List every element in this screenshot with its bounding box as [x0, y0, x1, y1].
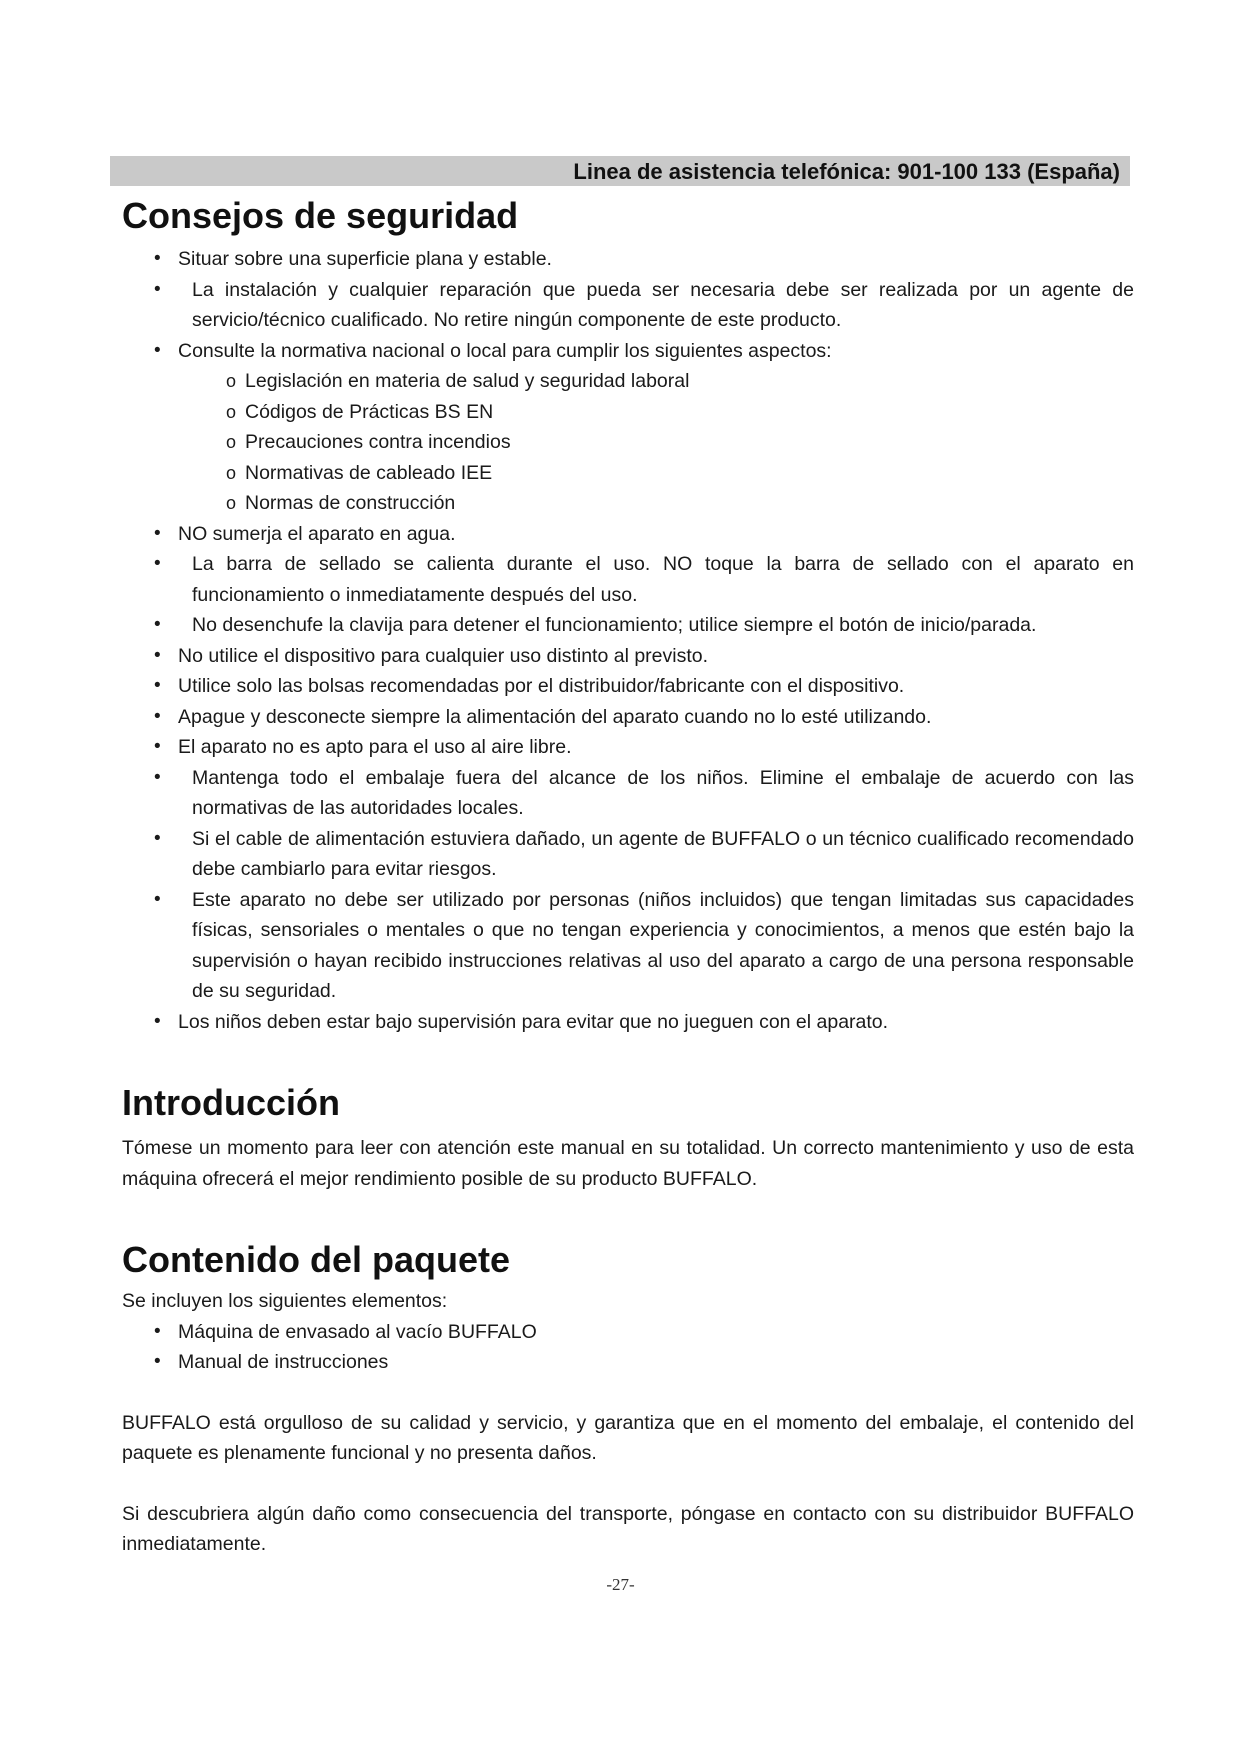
- page-content: [122, 194, 1134, 1560]
- list-item: [122, 610, 1134, 641]
- list-item-text: No utilice el dispositivo para cualquier uso distinto al previsto.: [178, 644, 709, 667]
- list-item-text: No desenchufe la clavija para detener el funcionamiento; utilice siempre el botón de inicio/parada.: [192, 614, 1037, 636]
- list-item-text: El aparato no es apto para el uso al aire libre.: [178, 736, 572, 758]
- bullet-icon: •: [154, 705, 161, 727]
- circle-bullet-icon: o: [226, 371, 237, 391]
- list-item-text: NO sumerja el aparato en agua.: [178, 522, 456, 545]
- damage-paragraph: Si descubriera algún daño como consecuencia del transporte, póngase en contacto con su distribuidor BUFFALO inmediatamente.: [122, 1502, 1134, 1555]
- package-title: Contenido del paquete: [122, 1239, 511, 1280]
- list-item: [122, 275, 1134, 336]
- list-item-text: Apague y desconecte siempre la alimentación del aparato cuando no lo esté utilizando.: [178, 705, 932, 728]
- list-item: [122, 763, 1134, 824]
- list-item-text: Situar sobre una superficie plana y estable.: [178, 248, 552, 270]
- sublist-item-text: Legislación en materia de salud y seguridad laboral: [245, 370, 690, 392]
- bullet-icon: •: [154, 827, 161, 849]
- bullet-icon: •: [154, 278, 161, 300]
- bullet-icon: •: [154, 553, 161, 574]
- list-item: [122, 824, 1134, 885]
- bullet-icon: •: [154, 1351, 161, 1372]
- list-item-text: Máquina de envasado al vacío BUFFALO: [178, 1320, 537, 1343]
- list-item-text: La barra de sellado se calienta durante el uso. NO toque la barra de sellado con el aparato en funcionamiento o inmediatamente después del uso.: [192, 553, 1134, 606]
- circle-bullet-icon: o: [226, 432, 237, 452]
- list-item: [122, 244, 1134, 275]
- intro-title: Introducción: [122, 1082, 340, 1123]
- sublist-item: [122, 458, 1134, 489]
- bullet-icon: •: [154, 248, 161, 269]
- helpline-banner: [110, 156, 1130, 186]
- list-item: [122, 519, 1134, 550]
- list-item: [122, 549, 1134, 610]
- list-item-text: Mantenga todo el embalaje fuera del alcance de los niños. Elimine el embalaje de acuerdo con las normativas de las autoridades locales.: [192, 766, 1134, 819]
- sublist-item: [122, 397, 1134, 428]
- bullet-icon: •: [154, 522, 161, 544]
- circle-bullet-icon: o: [226, 462, 237, 483]
- list-item: [122, 671, 1134, 702]
- helpline-text: Linea de asistencia telefónica: 901-100 133 (España): [573, 159, 1120, 184]
- list-item: [122, 702, 1134, 733]
- bullet-icon: •: [154, 1010, 161, 1032]
- package-intro-paragraph: Se incluyen los siguientes elementos:: [122, 1290, 448, 1312]
- sublist-item-text: Precauciones contra incendios: [245, 431, 511, 453]
- intro-paragraph: Tómese un momento para leer con atención este manual en su totalidad. Un correcto mantenimiento y uso de esta máquina ofrecerá el mejor rendimiento posible de su producto BUFFALO.: [122, 1137, 1134, 1190]
- quality-paragraph: BUFFALO está orgulloso de su calidad y servicio, y garantiza que en el momento del embalaje, el contenido del paquete es plenamente funcional y no presenta daños.: [122, 1411, 1134, 1464]
- list-item-text: Este aparato no debe ser utilizado por personas (niños incluidos) que tengan limitadas sus capacidades físicas, sensoriales o mentales o que no tengan experiencia y conocimientos, a menos que estén bajo la supervisión o hayan recibido instrucciones relativas al uso del aparato a cargo de una persona responsable de su seguridad.: [192, 888, 1134, 1002]
- safety-list-continued: [122, 519, 1134, 1038]
- safety-list: [122, 244, 1134, 366]
- list-item-text: Utilice solo las bolsas recomendadas por el distribuidor/fabricante con el dispositivo.: [178, 675, 905, 697]
- sublist-item-text: Normas de construcción: [245, 492, 456, 514]
- list-item: [122, 1317, 1134, 1348]
- bullet-icon: •: [154, 644, 161, 666]
- bullet-icon: •: [154, 339, 161, 361]
- list-item-text: Consulte la normativa nacional o local para cumplir los siguientes aspectos:: [178, 339, 832, 362]
- bullet-icon: •: [154, 736, 161, 757]
- circle-bullet-icon: o: [226, 493, 237, 513]
- list-item-text: Manual de instrucciones: [178, 1351, 389, 1373]
- list-item: [122, 1007, 1134, 1038]
- safety-title: Consejos de seguridad: [122, 195, 519, 236]
- list-item-text: Si el cable de alimentación estuviera dañado, un agente de BUFFALO o un técnico cualificado recomendado debe cambiarlo para evitar riesgos.: [192, 827, 1134, 880]
- bullet-icon: •: [154, 766, 161, 788]
- package-list: [122, 1317, 1134, 1378]
- list-item: [122, 885, 1134, 1007]
- list-item: [122, 641, 1134, 672]
- bullet-icon: •: [154, 675, 161, 696]
- list-item: [122, 336, 1134, 367]
- bullet-icon: •: [154, 888, 161, 910]
- regulations-sublist: [122, 366, 1134, 519]
- list-item-text: Los niños deben estar bajo supervisión para evitar que no jueguen con el aparato.: [178, 1010, 889, 1033]
- sublist-item: [122, 427, 1134, 458]
- list-item: [122, 732, 1134, 763]
- bullet-icon: •: [154, 614, 161, 635]
- sublist-item: [122, 488, 1134, 519]
- page-number: -27-: [606, 1575, 635, 1594]
- circle-bullet-icon: o: [226, 401, 237, 422]
- list-item: [122, 1347, 1134, 1378]
- bullet-icon: •: [154, 1320, 161, 1342]
- sublist-item-text: Códigos de Prácticas BS EN: [245, 400, 494, 423]
- list-item-text: La instalación y cualquier reparación que pueda ser necesaria debe ser realizada por un agente de servicio/técnico cualificado. No retire ningún componente de este producto.: [192, 278, 1134, 331]
- sublist-item: [122, 366, 1134, 397]
- sublist-item-text: Normativas de cableado IEE: [245, 461, 493, 484]
